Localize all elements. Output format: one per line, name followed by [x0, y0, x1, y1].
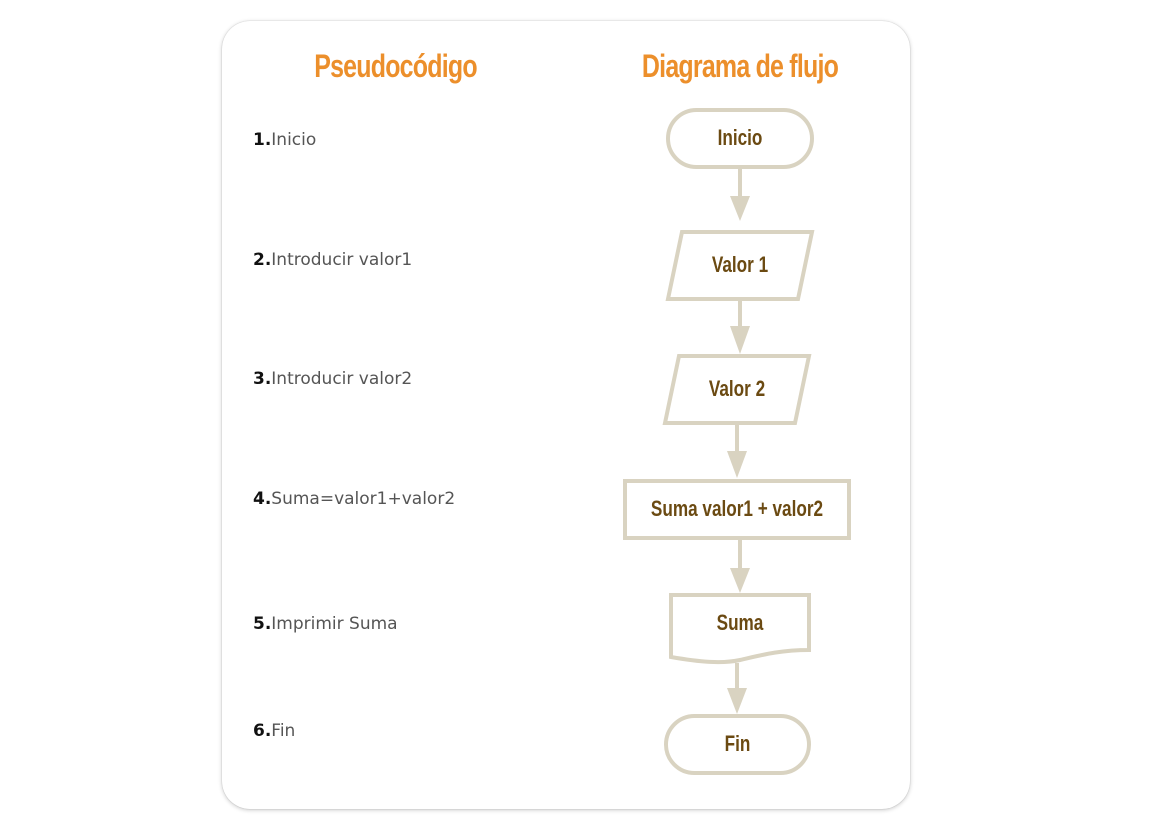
step-number: 5.: [253, 614, 272, 634]
step-number: 1.: [253, 130, 272, 150]
step-text: Fin: [271, 721, 296, 741]
node-fin-label: Fin: [724, 731, 751, 756]
pseudocode-title: Pseudocódigo: [314, 48, 477, 84]
step-number: 6.: [253, 721, 272, 741]
step-text: Introducir valor1: [271, 250, 413, 270]
step-number: 2.: [253, 250, 272, 270]
step-text: Imprimir Suma: [271, 614, 398, 634]
step-text: Suma=valor1+valor2: [271, 489, 456, 509]
arrowhead-2: [730, 326, 750, 354]
step-text: Inicio: [271, 130, 317, 150]
node-inicio-label: Inicio: [717, 125, 763, 150]
node-valor2-label: Valor 2: [708, 376, 766, 401]
arrowhead-3: [727, 451, 747, 478]
step-number: 3.: [253, 369, 272, 389]
step-text: Introducir valor2: [271, 369, 413, 389]
arrowhead-5: [727, 688, 747, 714]
step-number: 4.: [253, 489, 272, 509]
flowchart-title: Diagrama de flujo: [641, 48, 839, 84]
arrowhead-4: [730, 568, 750, 593]
node-suma-document-label: Suma: [716, 610, 764, 635]
arrowhead-1: [730, 196, 750, 221]
node-valor1-label: Valor 1: [711, 252, 769, 277]
node-suma-process-label: Suma valor1 + valor2: [650, 496, 824, 521]
